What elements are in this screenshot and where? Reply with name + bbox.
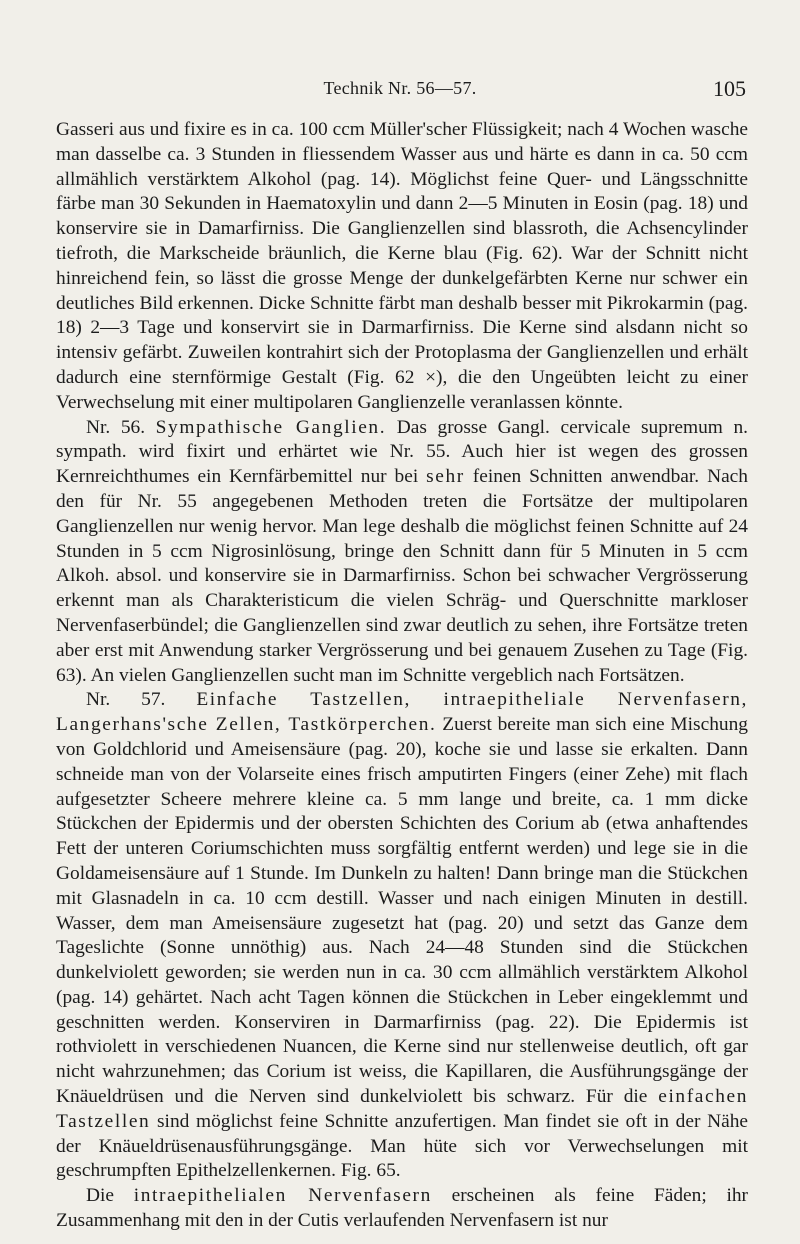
running-title: Technik Nr. 56—57. — [323, 78, 477, 98]
paragraph-text: Zuerst bereite man sich eine Mischung von Goldchlorid und Ameisensäure (pag. 20), koche sie und lasse sie erkalten. Dann schneide man von der Volarseite eines frisch amputirten Fingers (einer Zehe) mit flach aufgesetzter Scheere mehrere kleine ca. 5 mm lange und breite, ca. 1 mm dicke Stückchen der Epidermis und der obersten Schichten des Corium ab (etwa anhaftendes Fett der unteren Coriumschichten muss sorgfältig entfernt werden) und lege sie in die Goldameisensäure auf 1 Stunde. Im Dunkeln zu halten! Dann bringe man die Stückchen mit Glasnadeln in ca. 10 ccm destill. Wasser und nach einigen Minuten in destill. Wasser, dem man Ameisensäure zugesetzt hat (pag. 20) und setzt das Ganze dem Tageslichte (Sonne unnöthig) aus. Nach 24—48 Stunden sind die Stückchen dunkelviolett geworden; sie werden nun in ca. 30 ccm allmählich verstärktem Alkohol (pag. 14) gehärtet. Nach acht Tagen können die Stückchen in Leber eingeklemmt und geschnitten werden. Konserviren in Darmarfirniss (pag. 22). Die Epidermis ist rothviolett in verschiedenen Nuancen, die Kerne sind nur stellenweise deutlich, oft gar nicht wahrzunehmen; das Corium ist weiss, die Kapillaren, die Ausführungsgänge der Knäueldrüsen und die Nerven sind dunkelviolett bis schwarz. Für die — [56, 714, 748, 1108]
page-header — [54, 76, 746, 106]
page-number: 105 — [713, 76, 746, 101]
paragraph-text: sind möglichst feine Schnitte anzufertigen. Man findet sie oft in der Nähe der Knäueldrüsenausführungsgänge. Man hüte sich vor Verwechselungen mit geschrumpften Epithelzellenkernen. Fig. 65. — [56, 1110, 748, 1182]
paragraph — [56, 416, 748, 689]
body-text — [56, 118, 748, 1234]
spaced-heading-text: intraepithelialen Nervenfasern — [133, 1185, 432, 1207]
spaced-heading-text: Sympathische Ganglien. — [155, 416, 387, 438]
paragraph-text: Gasseri aus und fixire es in ca. 100 ccm Müller'scher Flüssigkeit; nach 4 Wochen wasche man dasselbe ca. 3 Stunden in fliessendem Wasser aus und härte es dann in ca. 50 ccm allmählich verstärktem Alkohol (pag. 14). Möglichst feine Quer- und Längsschnitte färbe man 30 Sekunden in Haematoxylin und dann 2—5 Minuten in Eosin (pag. 18) und konservire sie in Damarfirniss. Die Ganglienzellen sind blassroth, die Achsencylinder tiefroth, die Markscheide bräunlich, die Kerne blau (Fig. 62). War der Schnitt nicht hinreichend fein, so lässt die grosse Menge der dunkelgefärbten Kerne nur schwer ein deutliches Bild erkennen. Dicke Schnitte färbt man deshalb besser mit Pikrokarmin (pag. 18) 2—3 Tage und konservirt sie in Darmarfirniss. Die Kerne sind alsdann nicht so intensiv gefärbt. Zuweilen kontrahirt sich der Protoplasma der Ganglienzellen und erhält dadurch eine sternförmige Gestalt (Fig. 62 ×), die den Ungeübten leicht zu einer Verwechselung mit einer multipolaren Ganglienzelle veranlassen könnte. — [56, 119, 748, 413]
spaced-heading-text: sehr — [426, 466, 465, 488]
paragraph — [56, 1184, 748, 1234]
spaced-heading-text: Einfache Tastzellen, intraepitheliale Nervenfasern, Langerhans'sche Zellen, Tastkörperchen. — [56, 689, 748, 736]
paragraph — [56, 688, 748, 1184]
paragraph-text: Die — [86, 1185, 134, 1207]
paragraph-text: feinen Schnitten anwendbar. Nach den für Nr. 55 angegebenen Methoden treten die Fortsätze der multipolaren Ganglienzellen nur wenig hervor. Man lege deshalb die möglichst feinen Schnitte auf 24 Stunden in 5 ccm Nigrosinlösung, bringe den Schnitt dann für 5 Minuten in 5 ccm Alkoh. absol. und konservire sie in Darmarfirniss. Schon bei schwacher Vergrösserung erkennt man als Charakteristicum die vielen Schräg- und Querschnitte markloser Nervenfaserbündel; die Ganglienzellen sind zwar deutlich zu sehen, ihre Fortsätze treten aber erst mit Anwendung starker Vergrösserung und bei genauem Zusehen zu Tage (Fig. 63). An vielen Ganglienzellen sucht man im Schnitte vergeblich nach Fortsätzen. — [56, 466, 748, 686]
spaced-heading-text: einfachen Tastzellen — [56, 1086, 748, 1132]
paragraph — [56, 118, 748, 416]
paragraph-text: erscheinen als feine Fäden; ihr Zusammenhang mit den in der Cutis verlaufenden Nervenfasern ist nur — [56, 1185, 748, 1232]
paragraph-text: Das grosse Gangl. cervicale supremum n. sympath. wird fixirt und erhärtet wie Nr. 55. Auch hier ist wegen des grossen Kernreichthumes ein Kernfärbemittel nur bei — [56, 416, 749, 488]
paragraph-text: Nr. 56. — [86, 416, 156, 438]
paragraph-text: Nr. 57. — [86, 689, 197, 711]
